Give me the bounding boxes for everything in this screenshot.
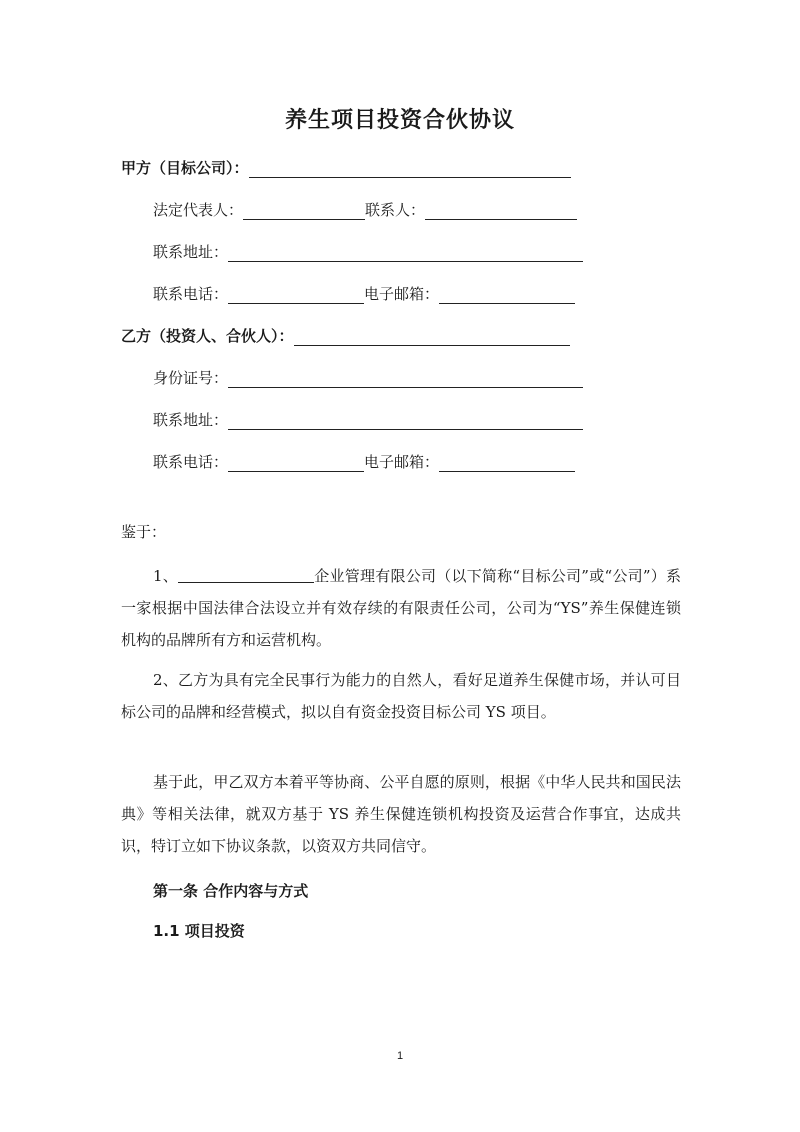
party-b-phone-label: 联系电话： bbox=[153, 453, 229, 471]
clause-1-paragraph bbox=[121, 560, 681, 656]
party-b-email-label: 电子邮箱： bbox=[364, 453, 440, 471]
party-a-name-blank[interactable] bbox=[249, 161, 571, 178]
clause-1-text: 企业管理有限公司（以下简称“目标公司”或“公司”）系一家根据中国法律合法设立并有效存续的有限责任公司，公司为“YS”养生保健连锁机构的品牌所有方和运营机构。 bbox=[121, 567, 681, 649]
party-b-email-blank[interactable] bbox=[439, 455, 575, 472]
id-number-label: 身份证号： bbox=[153, 369, 229, 387]
party-b-id-row bbox=[153, 366, 583, 388]
whereas-label: 鉴于： bbox=[121, 523, 167, 541]
document-title: 养生项目投资合伙协议 bbox=[284, 108, 515, 133]
company-name-blank[interactable] bbox=[178, 566, 314, 583]
party-a-email-label: 电子邮箱： bbox=[364, 285, 440, 303]
party-a-phone-row bbox=[153, 282, 575, 304]
party-b-address-label: 联系地址： bbox=[153, 411, 229, 429]
party-a-row bbox=[121, 156, 571, 178]
article-1-heading: 第一条 合作内容与方式 bbox=[153, 882, 309, 900]
party-b-phone-blank[interactable] bbox=[228, 455, 364, 472]
party-a-rep-row bbox=[153, 198, 577, 220]
section-1-1-heading: 1.1 项目投资 bbox=[153, 922, 245, 940]
legal-rep-blank[interactable] bbox=[243, 203, 365, 220]
party-a-address-row bbox=[153, 240, 583, 262]
party-a-address-label: 联系地址： bbox=[153, 243, 229, 261]
basis-paragraph: 基于此，甲乙双方本着平等协商、公平自愿的原则，根据《中华人民共和国民法典》等相关法律，就双方基于 YS 养生保健连锁机构投资及运营合作事宜，达成共识，特订立如下协议条款，以资双方共同信守。 bbox=[121, 773, 681, 855]
party-b-row bbox=[121, 324, 570, 346]
party-b-address-blank[interactable] bbox=[228, 413, 583, 430]
party-a-phone-blank[interactable] bbox=[228, 287, 364, 304]
legal-rep-label: 法定代表人： bbox=[153, 201, 244, 219]
party-a-label: 甲方（目标公司）： bbox=[121, 159, 249, 177]
contact-label: 联系人： bbox=[365, 201, 426, 219]
party-b-name-blank[interactable] bbox=[294, 329, 570, 346]
clause-2-paragraph: 2、乙方为具有完全民事行为能力的自然人，看好足道养生保健市场，并认可目标公司的品牌和经营模式，拟以自有资金投资目标公司 YS 项目。 bbox=[121, 671, 681, 721]
page-number: 1 bbox=[396, 1050, 404, 1062]
contact-blank[interactable] bbox=[425, 203, 577, 220]
clause-1-prefix: 1、 bbox=[153, 567, 179, 585]
party-b-address-row bbox=[153, 408, 583, 430]
id-number-blank[interactable] bbox=[228, 371, 583, 388]
party-b-phone-row bbox=[153, 450, 575, 472]
party-a-email-blank[interactable] bbox=[439, 287, 575, 304]
party-a-address-blank[interactable] bbox=[228, 245, 583, 262]
whereas-row bbox=[121, 520, 166, 542]
party-a-phone-label: 联系电话： bbox=[153, 285, 229, 303]
party-b-label: 乙方（投资人、合伙人）： bbox=[121, 327, 294, 345]
